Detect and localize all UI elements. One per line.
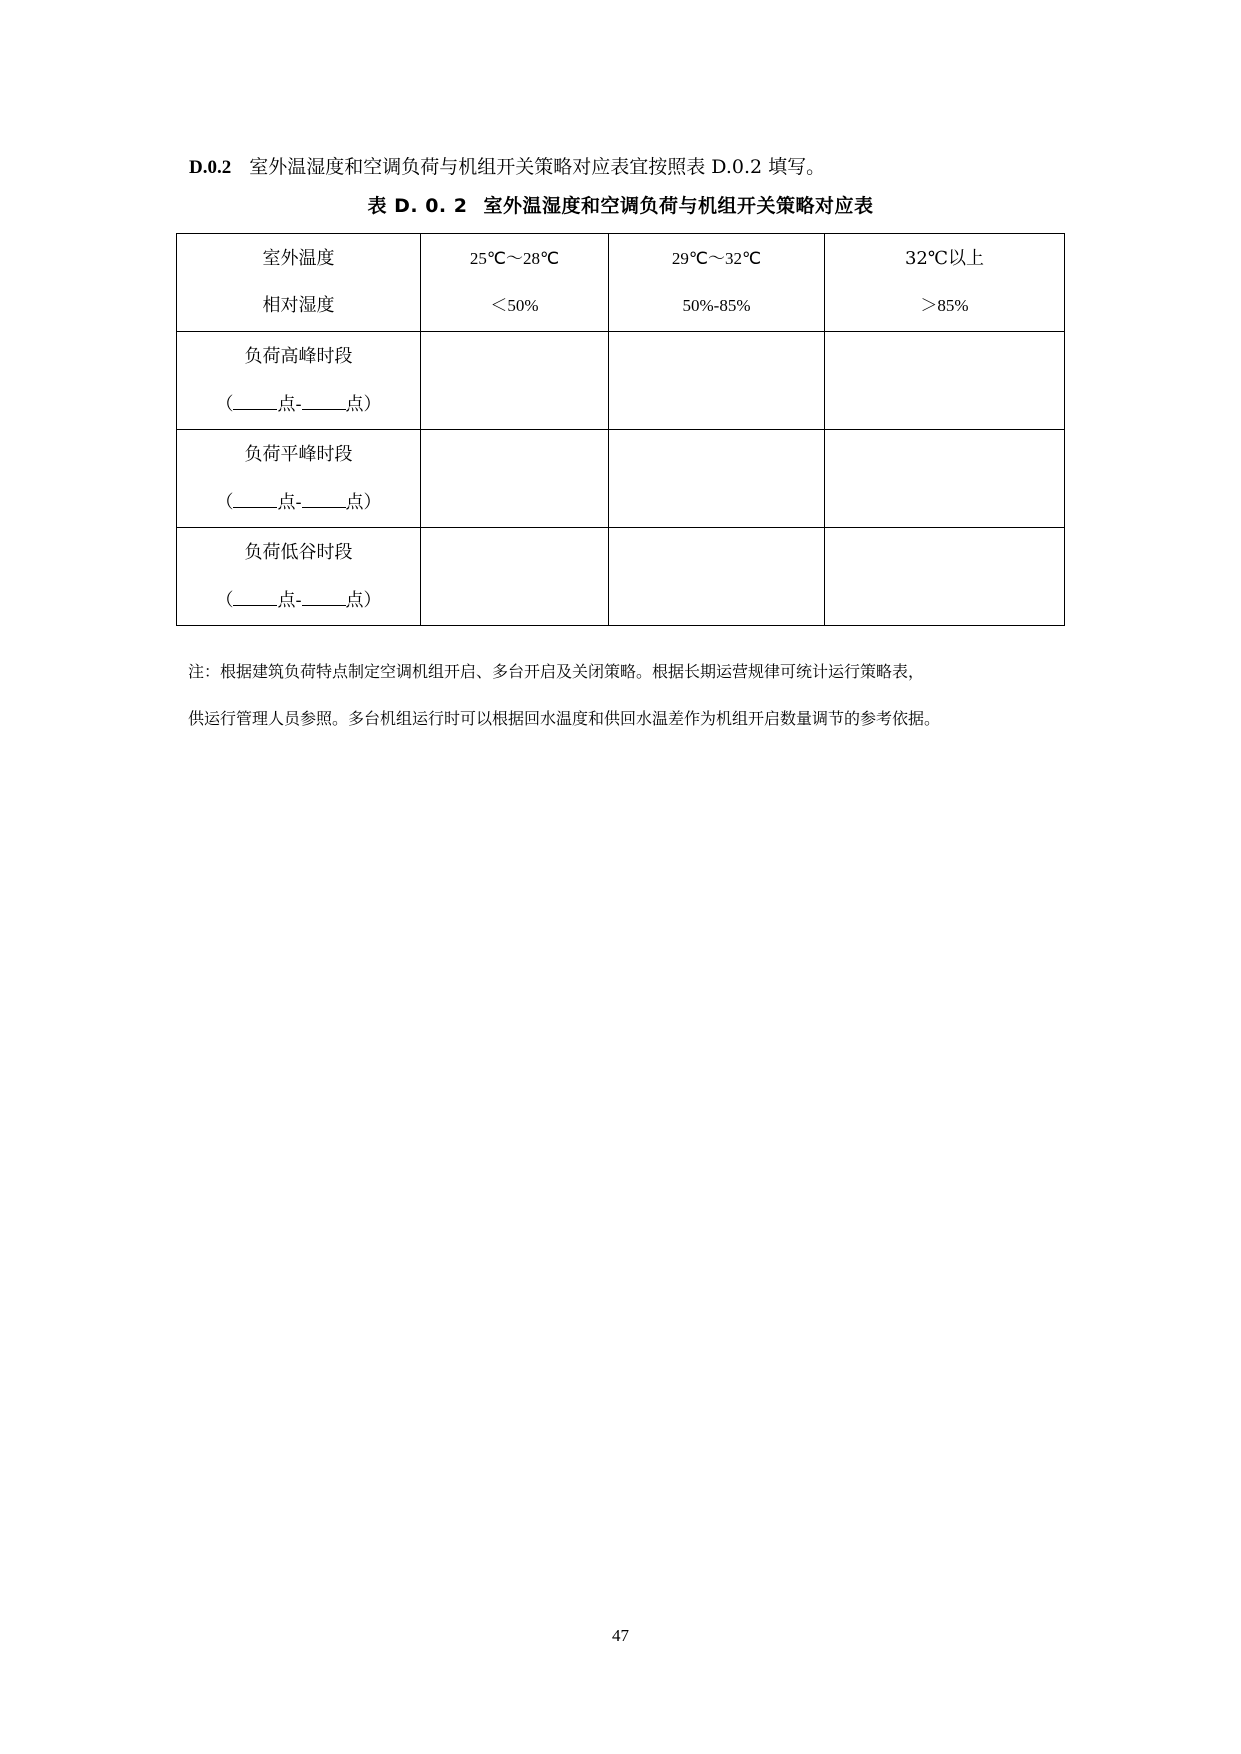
column-1-humidity: ＜50% xyxy=(490,296,539,315)
time-range: （ 点- 点） xyxy=(177,391,420,418)
row-label-cell xyxy=(177,332,421,430)
hour-end-blank[interactable] xyxy=(302,391,346,410)
time-range: （ 点- 点） xyxy=(177,587,420,614)
hour-start-blank[interactable] xyxy=(233,489,277,508)
column-2-temperature: 29℃～32℃ xyxy=(671,249,762,268)
header-row-label-cell xyxy=(177,234,421,332)
hour-end-blank[interactable] xyxy=(302,587,346,606)
clause-paragraph xyxy=(189,153,825,182)
column-3-humidity: ＞85% xyxy=(920,296,969,315)
table-row-peak xyxy=(177,332,1065,430)
strategy-cell[interactable] xyxy=(825,528,1065,626)
row-label: 负荷低谷时段 xyxy=(244,541,353,563)
hour-start-blank[interactable] xyxy=(233,587,277,606)
strategy-table xyxy=(176,233,1065,626)
outdoor-temperature-label: 室外温度 xyxy=(262,248,335,269)
column-1-temperature: 25℃～28℃ xyxy=(469,249,560,268)
strategy-cell[interactable] xyxy=(421,332,609,430)
row-label: 负荷高峰时段 xyxy=(244,345,353,367)
table-number: 表 D. 0. 2 xyxy=(367,195,468,217)
row-label-cell xyxy=(177,430,421,528)
clause-number: D.0.2 xyxy=(189,157,232,178)
table-note xyxy=(188,648,1058,742)
header-column-3 xyxy=(825,234,1065,332)
strategy-cell[interactable] xyxy=(609,332,825,430)
strategy-cell[interactable] xyxy=(609,430,825,528)
hour-end-blank[interactable] xyxy=(302,489,346,508)
row-label-cell xyxy=(177,528,421,626)
row-label: 负荷平峰时段 xyxy=(244,443,353,465)
table-title-text: 室外温湿度和空调负荷与机组开关策略对应表 xyxy=(483,195,874,217)
strategy-cell[interactable] xyxy=(421,528,609,626)
column-3-temperature: 32℃以上 xyxy=(904,248,985,269)
note-line-1: 注：根据建筑负荷特点制定空调机组开启、多台开启及关闭策略。根据长期运营规律可统计运行策略表， xyxy=(188,662,925,681)
hour-start-blank[interactable] xyxy=(233,391,277,410)
table-header-row xyxy=(177,234,1065,332)
time-range: （ 点- 点） xyxy=(177,489,420,516)
header-column-2 xyxy=(609,234,825,332)
header-column-1 xyxy=(421,234,609,332)
table-title xyxy=(0,191,1241,218)
relative-humidity-label: 相对湿度 xyxy=(262,295,335,316)
page-number: 47 xyxy=(612,1626,629,1645)
strategy-cell[interactable] xyxy=(609,528,825,626)
strategy-cell[interactable] xyxy=(825,332,1065,430)
strategy-cell[interactable] xyxy=(421,430,609,528)
strategy-cell[interactable] xyxy=(825,430,1065,528)
table-row-flat xyxy=(177,430,1065,528)
column-2-humidity: 50%-85% xyxy=(682,296,751,315)
table-row-valley xyxy=(177,528,1065,626)
note-line-2: 供运行管理人员参照。多台机组运行时可以根据回水温度和供回水温差作为机组开启数量调节的参考依据。 xyxy=(188,709,941,728)
clause-text: 室外温湿度和空调负荷与机组开关策略对应表宜按照表 D.0.2 填写。 xyxy=(249,156,826,178)
